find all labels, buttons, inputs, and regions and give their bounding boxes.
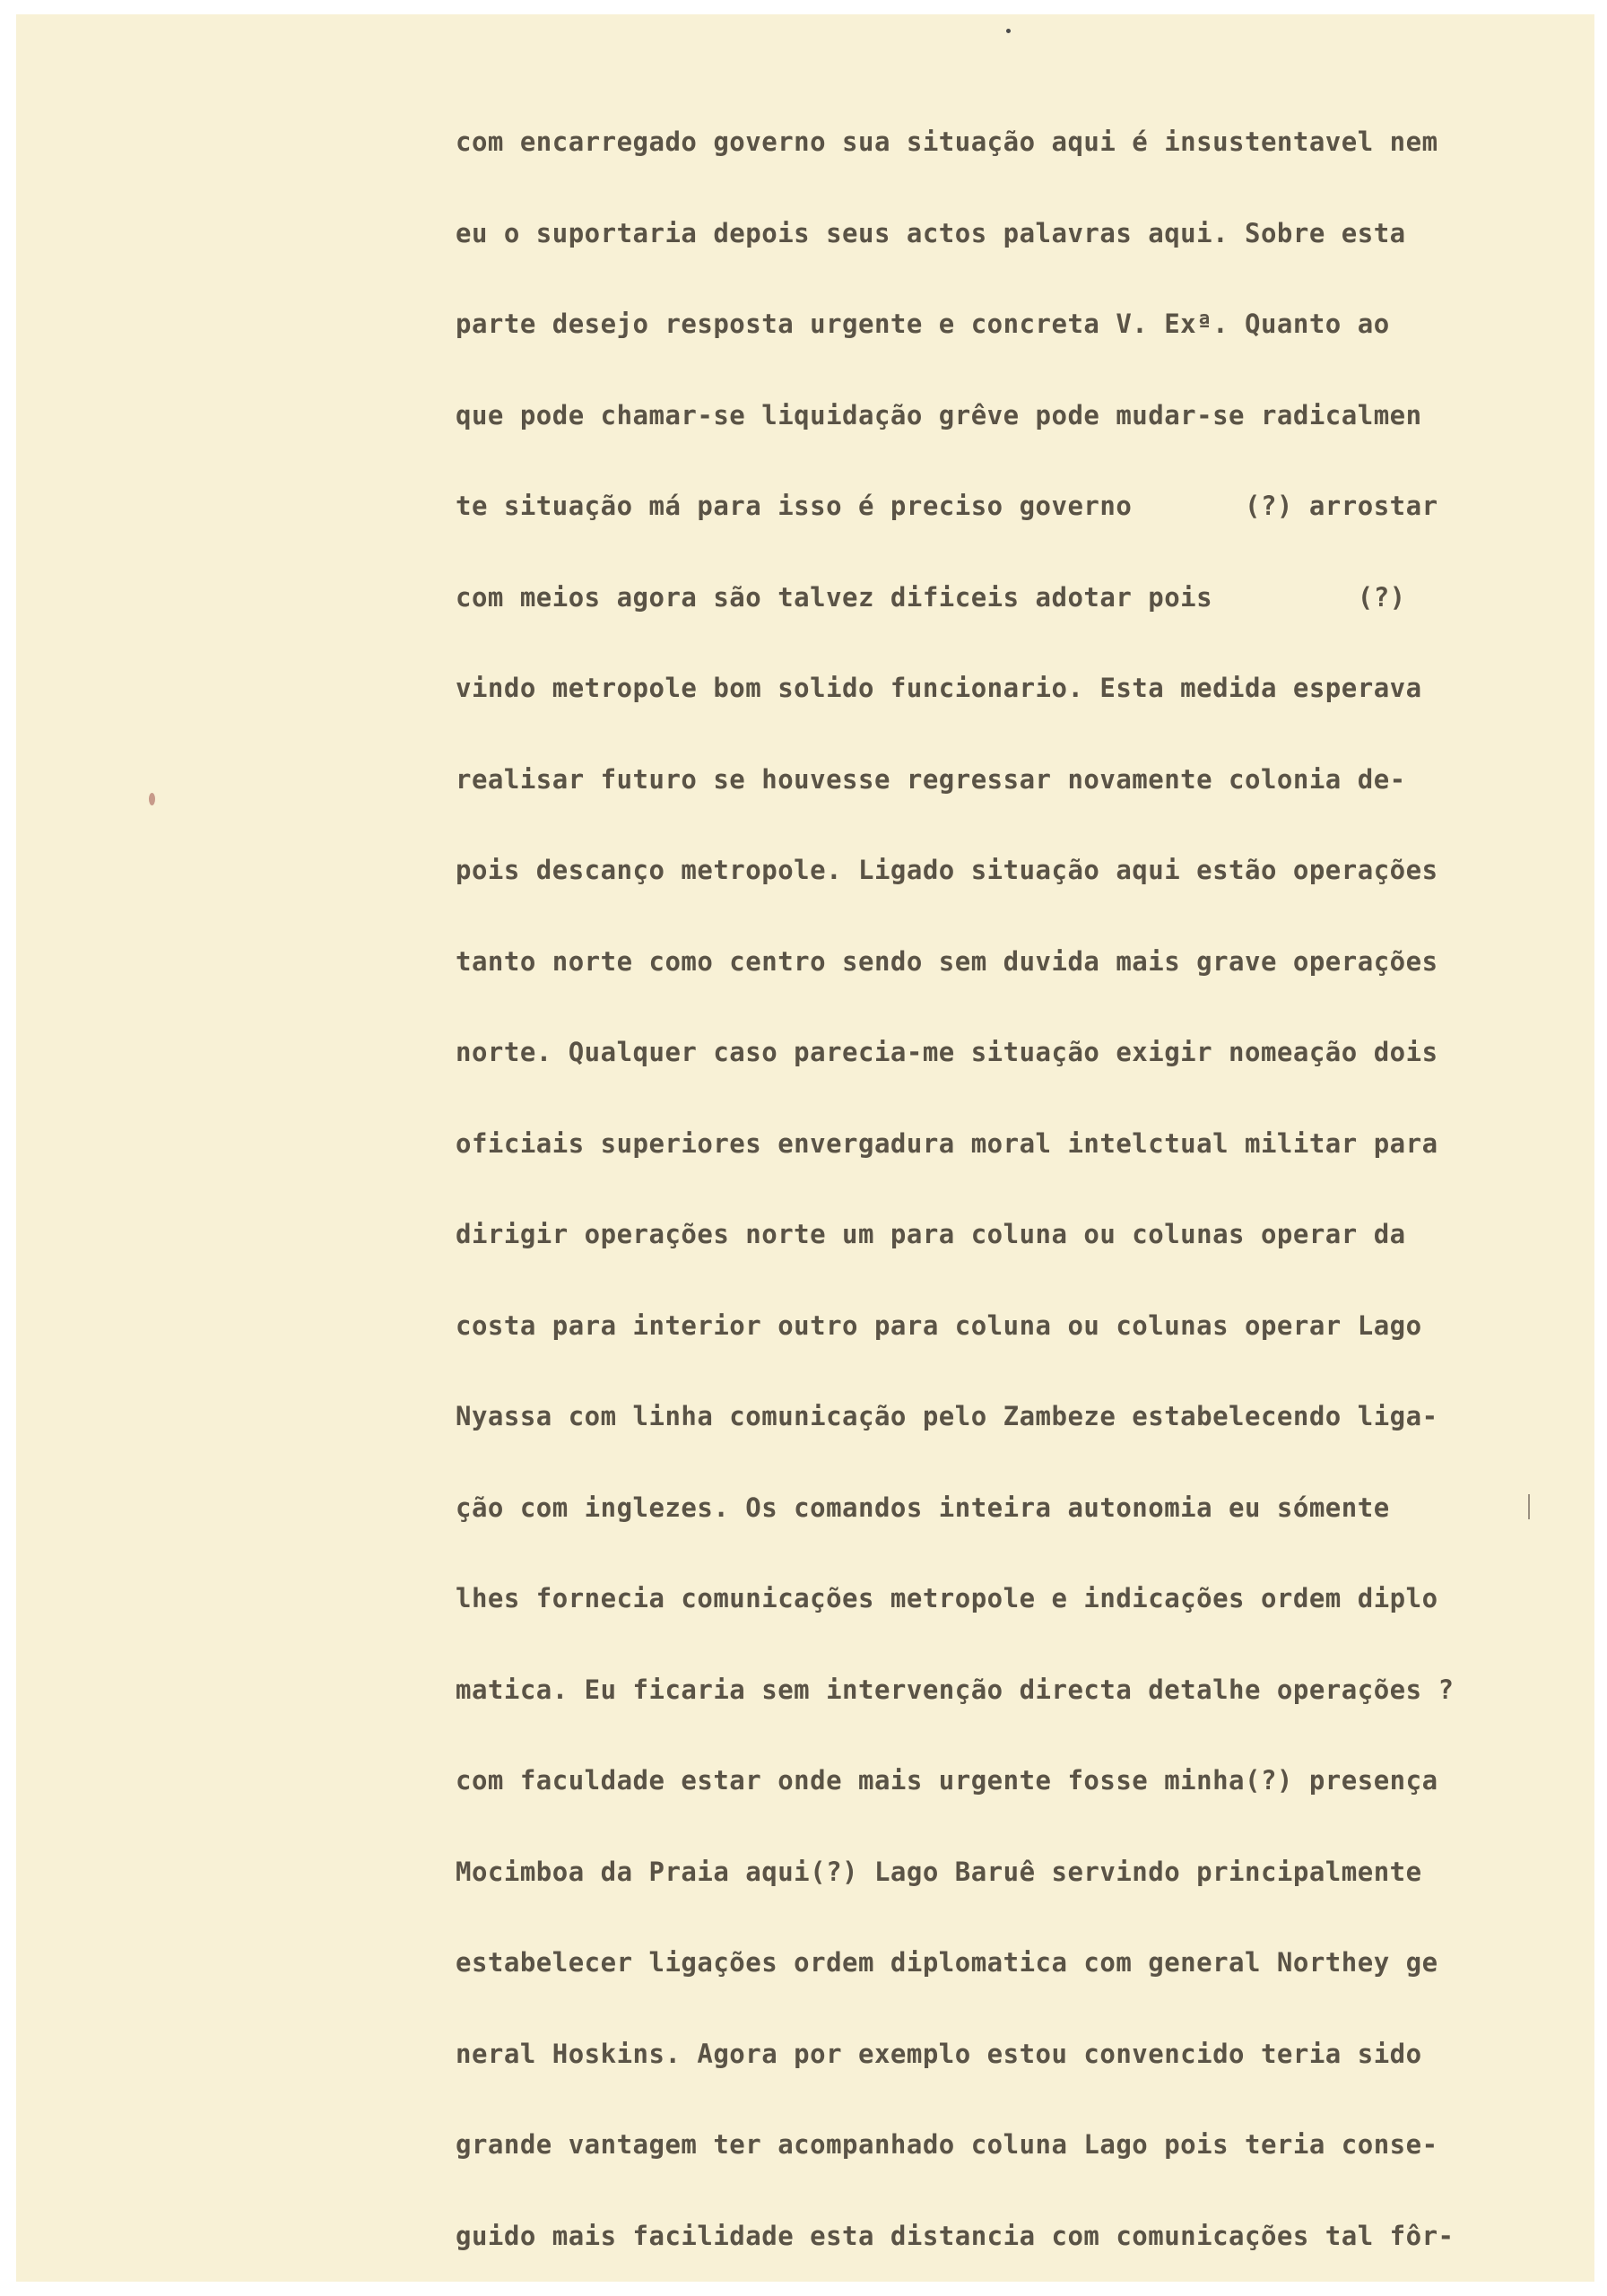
text-line: te situação má para isso é preciso governo (?) arrostar	[456, 491, 1438, 521]
typewritten-page	[16, 14, 1594, 2282]
text-line: norte. Qualquer caso parecia-me situação exigir nomeação dois	[456, 1037, 1438, 1067]
text-line: oficiais superiores envergadura moral intelctual militar para	[456, 1127, 1438, 1159]
text-line: tanto norte como centro sendo sem duvida mais grave operações	[456, 945, 1438, 977]
text-line: com faculdade estar onde mais urgente fosse minha(?) presença	[456, 1765, 1438, 1796]
text-line: guido mais facilidade esta distancia com comunicações tal fôr-	[456, 2220, 1455, 2251]
margin-stain	[149, 793, 155, 805]
text-line: matica. Eu ficaria sem intervenção directa detalhe operações ?	[456, 1674, 1455, 1705]
text-line: realisar futuro se houvesse regressar novamente colonia de-	[456, 763, 1406, 795]
text-line: dirigir operações norte um para coluna ou colunas operar da	[456, 1219, 1406, 1249]
text-line: com meios agora são talvez dificeis adotar pois (?)	[456, 581, 1406, 613]
text-line: grande vantagem ter acompanhado coluna Lago pois teria conse-	[456, 2129, 1438, 2160]
ink-dot	[1006, 29, 1011, 33]
text-line: lhes fornecia comunicações metropole e indicações ordem diplo	[456, 1583, 1438, 1613]
text-line: parte desejo resposta urgente e concreta V. Exª. Quanto ao	[456, 309, 1390, 339]
text-line: que pode chamar-se liquidação grêve pode mudar-se radicalmen	[456, 399, 1422, 430]
text-line: vindo metropole bom solido funcionario. Esta medida esperava	[456, 673, 1422, 703]
text-line: neral Hoskins. Agora por exemplo estou convencido teria sido	[456, 2038, 1422, 2069]
typewritten-text-body	[456, 120, 1577, 2282]
text-line: estabelecer ligações ordem diplomatica com general Northey ge	[456, 1947, 1438, 1978]
text-line: Nyassa com linha comunicação pelo Zambeze estabelecendo liga-	[456, 1401, 1438, 1431]
text-line: ção com inglezes. Os comandos inteira autonomia eu sómente	[456, 1492, 1390, 1523]
text-line: Mocimboa da Praia aqui(?) Lago Baruê servindo principalmente	[456, 1856, 1422, 1887]
text-line: com encarregado governo sua situação aqui é insustentavel nem	[456, 126, 1438, 157]
text-line: costa para interior outro para coluna ou colunas operar Lago	[456, 1309, 1422, 1341]
text-line: eu o suportaria depois seus actos palavras aqui. Sobre esta	[456, 217, 1406, 248]
text-line: pois descanço metropole. Ligado situação aqui estão operações	[456, 855, 1438, 885]
